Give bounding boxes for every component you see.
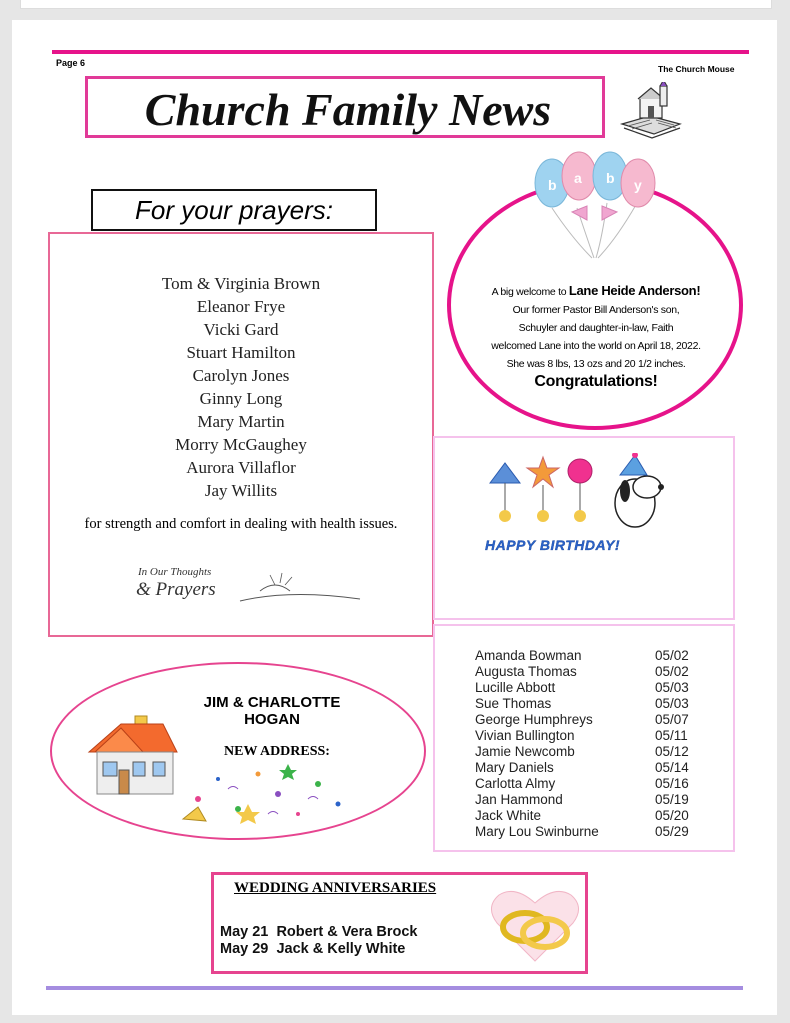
birthday-row — [475, 760, 689, 776]
birthday-row — [475, 680, 689, 696]
birthday-date: 05/14 — [655, 760, 689, 775]
birthday-date: 05/02 — [655, 664, 689, 679]
birthday-row — [475, 808, 689, 824]
prayer-name: Vicki Gard — [203, 320, 279, 339]
birthday-list — [433, 624, 735, 852]
birthday-row — [475, 792, 689, 808]
prayers-text: & Prayers — [136, 579, 216, 600]
birthday-row — [475, 696, 689, 712]
anniversary-date: May 29 — [220, 941, 269, 957]
wedding-rings-icon — [489, 885, 581, 965]
bottom-rule — [46, 986, 743, 990]
baby-line-1 — [471, 282, 721, 301]
birthday-name: Sue Thomas — [475, 696, 552, 711]
confetti-icon — [178, 759, 358, 824]
birthday-date: 05/03 — [655, 680, 689, 695]
birthday-date: 05/29 — [655, 824, 689, 839]
baby-line-3: Schuyler and daughter-in-law, Faith — [518, 322, 674, 334]
baby-name: Lane Heide Anderson! — [568, 283, 701, 298]
birthday-date: 05/03 — [655, 696, 689, 711]
page-title: Church Family News — [144, 84, 552, 135]
anniversary-row — [220, 941, 405, 957]
prayer-name: Jay Willits — [204, 481, 278, 500]
balloon-letter: y — [634, 177, 642, 193]
birthday-row — [475, 664, 689, 680]
prayer-name: Ginny Long — [199, 389, 283, 408]
birthday-name: Mary Lou Swinburne — [475, 824, 599, 839]
birthday-graphic-box — [433, 436, 735, 620]
birthday-row — [475, 712, 689, 728]
baby-balloons-icon — [532, 148, 672, 263]
hogan-names — [172, 694, 372, 728]
publication-name: The Church Mouse — [658, 64, 735, 74]
birthday-name: Amanda Bowman — [475, 648, 582, 663]
prayers-box — [48, 232, 434, 637]
title-box — [85, 76, 605, 138]
church-book-icon — [616, 82, 686, 140]
birthday-date: 05/19 — [655, 792, 689, 807]
anniversary-date: May 21 — [220, 924, 269, 940]
birthday-row — [475, 728, 688, 744]
birthday-name: Lucille Abbott — [475, 680, 556, 695]
birthday-row — [475, 648, 689, 664]
balloon-letter: a — [574, 170, 582, 186]
prayer-name: Aurora Villaflor — [186, 458, 296, 477]
birthday-row — [475, 824, 689, 840]
prayer-name: Mary Martin — [197, 412, 285, 431]
birthday-date: 05/07 — [655, 712, 689, 727]
prayer-name: Stuart Hamilton — [186, 343, 296, 362]
wedding-anniversaries-box — [211, 872, 588, 974]
birthday-name: Augusta Thomas — [475, 664, 577, 679]
new-address-label: NEW ADDRESS: — [224, 744, 330, 759]
house-icon — [85, 714, 180, 799]
birthday-name: Vivian Bullington — [475, 728, 575, 743]
previous-page-edge — [20, 0, 772, 9]
hogan-name-line-1: JIM & CHARLOTTE — [203, 694, 341, 711]
thoughts-prayers-graphic — [130, 549, 370, 609]
birthday-date: 05/02 — [655, 648, 689, 663]
baby-line-5: She was 8 lbs, 13 ozs and 20 1/2 inches. — [506, 358, 686, 370]
birthday-name: Carlotta Almy — [475, 776, 556, 791]
birthday-name: Mary Daniels — [475, 760, 554, 775]
hogan-name-line-2: HOGAN — [244, 711, 300, 728]
congratulations: Congratulations! — [534, 373, 658, 390]
thoughts-text: In Our Thoughts — [138, 566, 212, 578]
birthday-date: 05/20 — [655, 808, 689, 823]
new-address-announcement — [50, 662, 426, 840]
happy-birthday-banner: HAPPY BIRTHDAY! — [485, 537, 621, 553]
newsletter-page — [12, 20, 777, 1015]
top-rule — [52, 50, 749, 54]
birthday-date: 05/12 — [655, 744, 689, 759]
anniversary-couple: Robert & Vera Brock — [276, 924, 418, 940]
wedding-title: WEDDING ANNIVERSARIES — [234, 880, 437, 896]
page-number: Page 6 — [56, 58, 86, 68]
birthday-name: Jamie Newcomb — [475, 744, 575, 759]
prayer-name: Morry McGaughey — [175, 435, 307, 454]
birthday-date: 05/11 — [655, 728, 688, 743]
baby-text — [471, 282, 721, 391]
birthday-name: Jan Hammond — [475, 792, 563, 807]
birthday-row — [475, 744, 689, 760]
baby-intro: A big welcome to — [491, 286, 569, 298]
balloon-letter: b — [606, 170, 615, 186]
prayers-heading: For your prayers: — [91, 189, 377, 231]
baby-line-4: welcomed Lane into the world on April 18, 2022. — [491, 340, 701, 352]
birthday-name: George Humphreys — [475, 712, 593, 727]
balloon-letter: b — [548, 177, 557, 193]
birthday-date: 05/16 — [655, 776, 689, 791]
prayer-names-list — [50, 272, 432, 502]
baby-line-2: Our former Pastor Bill Anderson's son, — [512, 304, 680, 316]
anniversary-couple: Jack & Kelly White — [276, 941, 406, 957]
anniversary-row — [220, 924, 417, 940]
prayer-name: Tom & Virginia Brown — [161, 274, 321, 293]
prayer-name: Carolyn Jones — [192, 366, 290, 385]
birthday-balloons-snoopy-icon — [485, 453, 685, 538]
birthday-name: Jack White — [475, 808, 542, 823]
prayer-note: for strength and comfort in dealing with health issues. — [84, 516, 398, 532]
birthday-row — [475, 776, 689, 792]
prayer-name: Eleanor Frye — [196, 297, 286, 316]
